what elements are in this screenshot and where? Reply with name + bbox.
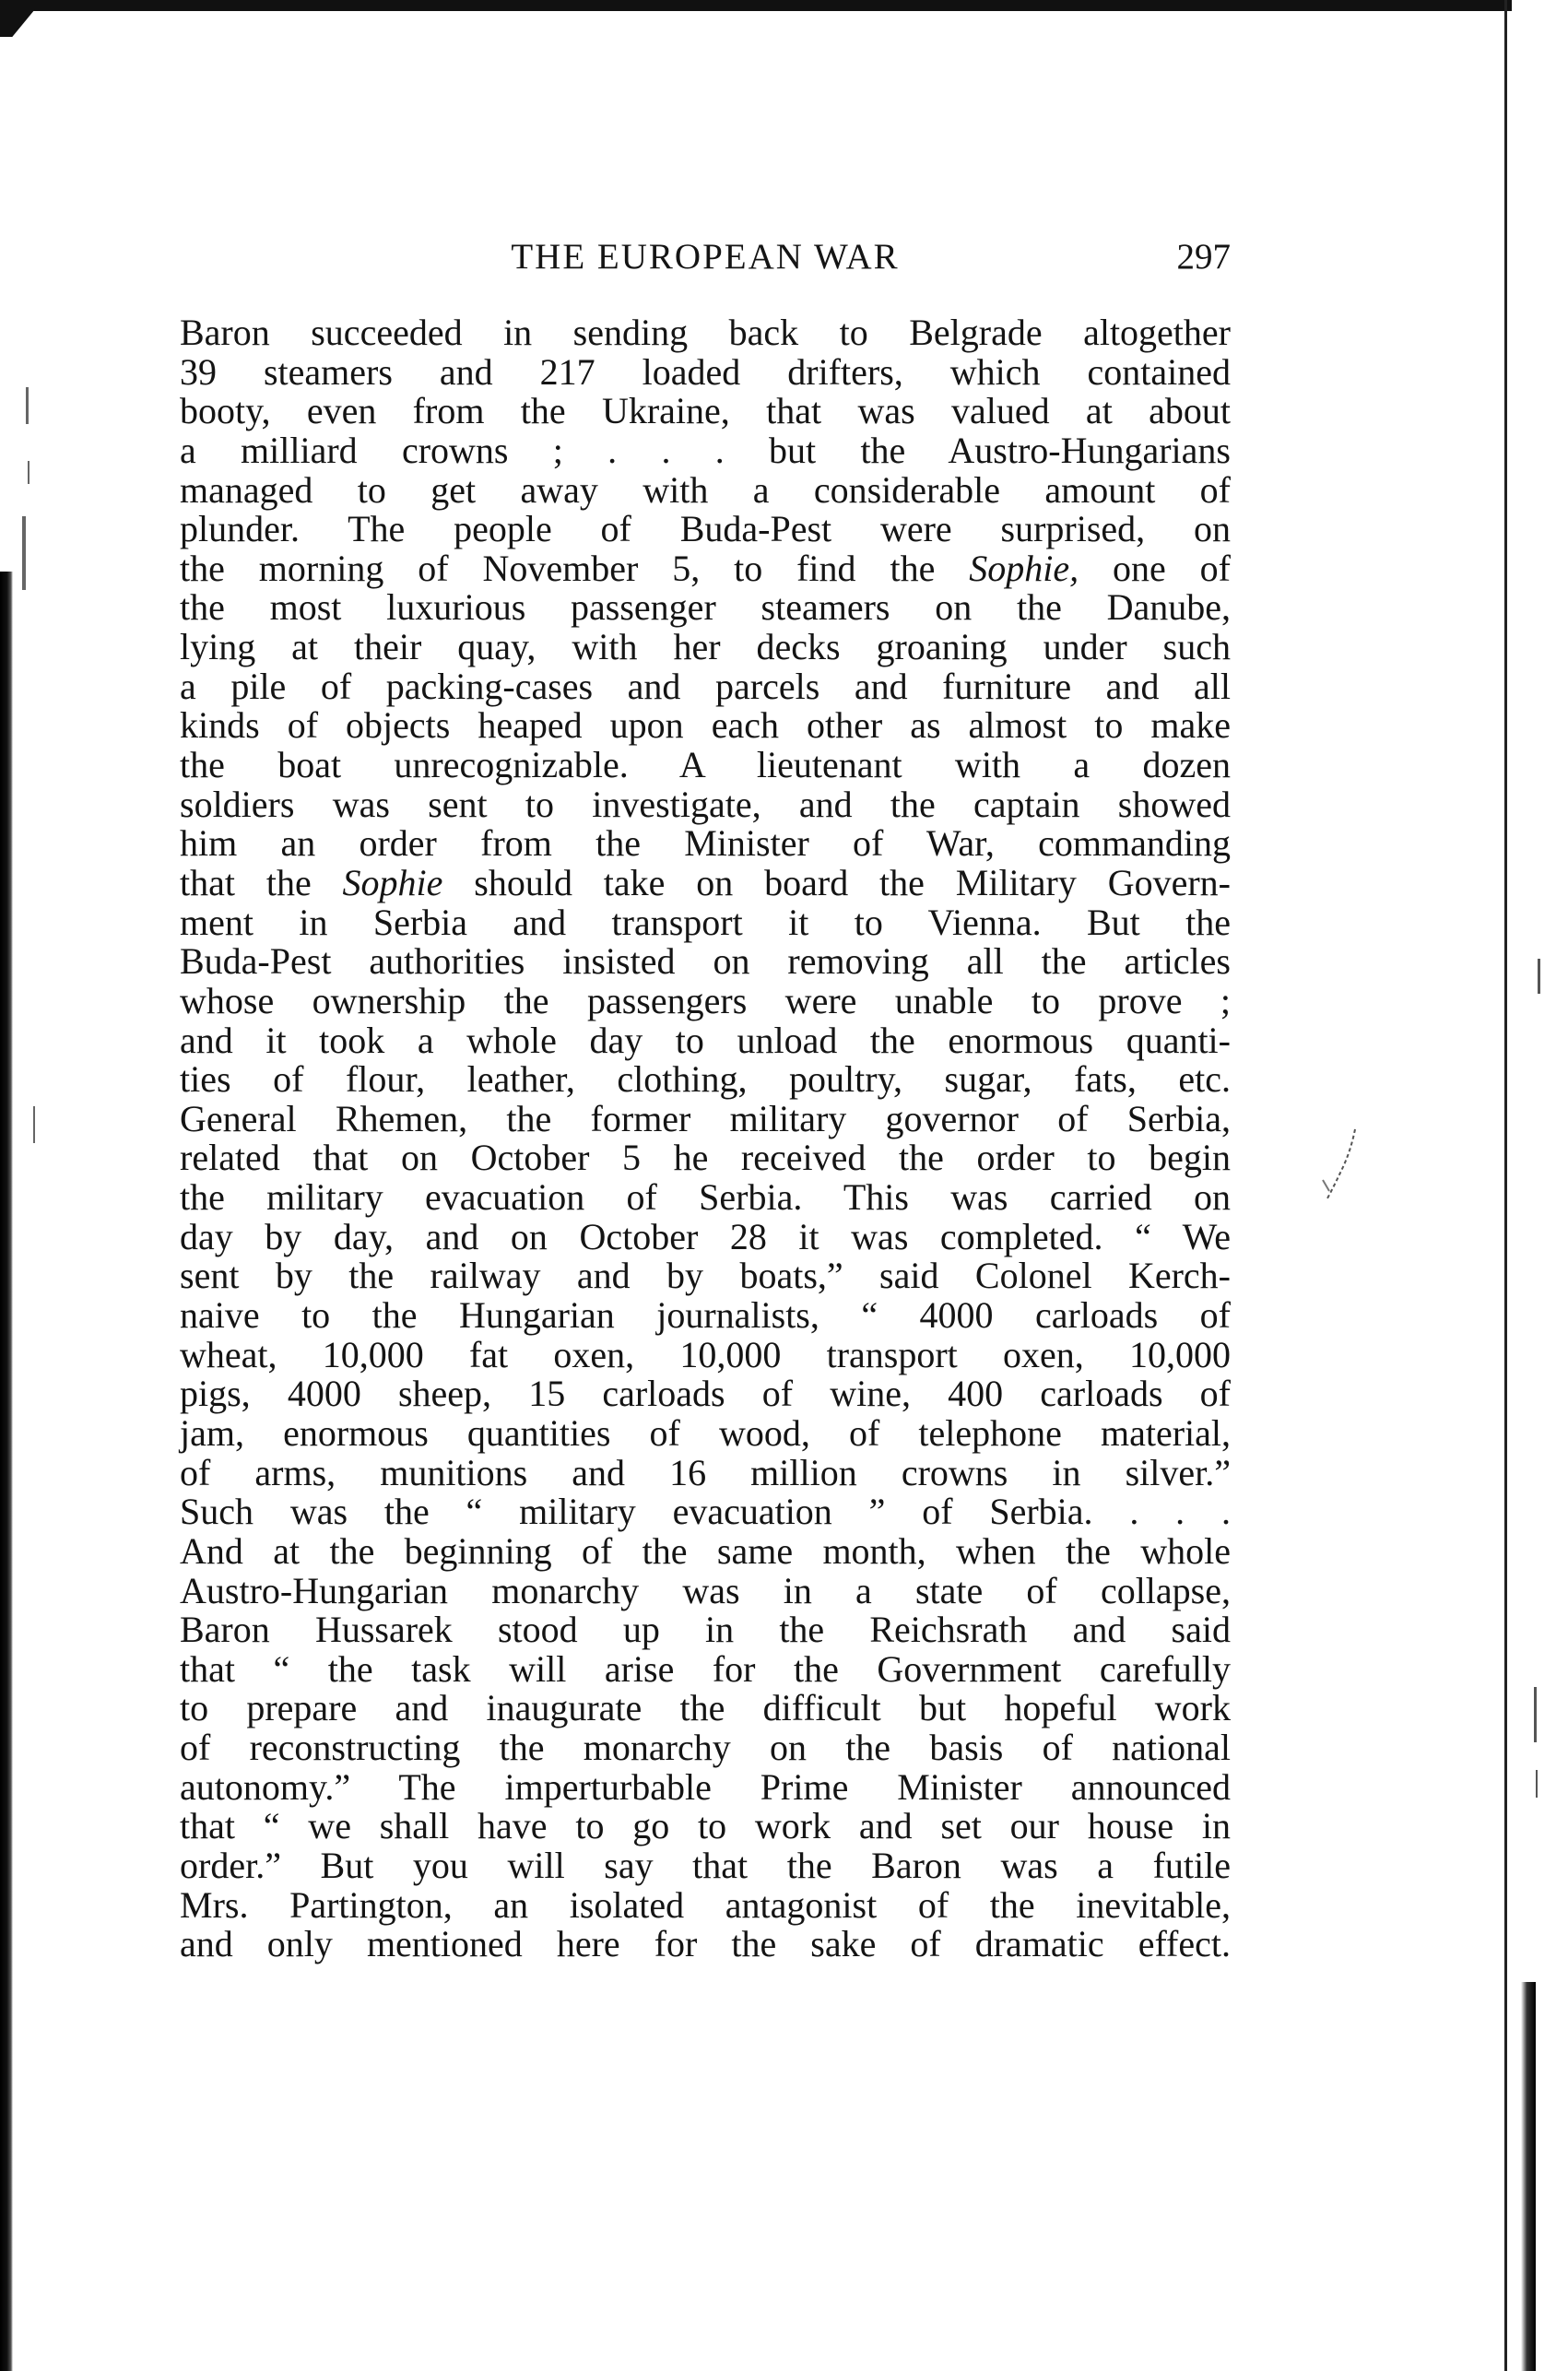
left-margin-speck — [26, 387, 29, 424]
text-line: whose ownership the passengers were unable to prove ; — [180, 979, 1231, 1021]
page-right-shadow — [1521, 1982, 1536, 2371]
text-line: of reconstructing the monarchy on the basis of national — [180, 1727, 1231, 1769]
text-line: And at the beginning of the same month, when the whole — [180, 1529, 1231, 1572]
page-right-border — [1504, 0, 1507, 2371]
text-line: ties of flour, leather, clothing, poultry, sugar, fats, etc. — [180, 1058, 1231, 1101]
text-line — [180, 861, 1231, 903]
text-line: a pile of packing-cases and parcels and furniture and all — [180, 665, 1231, 707]
left-margin-speck — [22, 516, 26, 590]
text-line: related that on October 5 he received the order to begin — [180, 1137, 1231, 1179]
text-line: 39 steamers and 217 loaded drifters, which contained — [180, 350, 1231, 393]
text-line: managed to get away with a considerable amount of — [180, 468, 1231, 511]
right-margin-tick — [1536, 1770, 1538, 1798]
text-line: pigs, 4000 sheep, 15 carloads of wine, 400 carloads of — [180, 1373, 1231, 1415]
right-margin-tick — [1538, 959, 1540, 994]
text-line: and it took a whole day to unload the enormous quanti- — [180, 1019, 1231, 1061]
text-line: lying at their quay, with her decks groaning under such — [180, 626, 1231, 668]
text-line: plunder. The people of Buda-Pest were surprised, on — [180, 508, 1231, 550]
text-line: that “ we shall have to go to work and set our house in — [180, 1805, 1231, 1847]
text-segment: that the — [180, 861, 343, 903]
text-line: the military evacuation of Serbia. This was carried on — [180, 1176, 1231, 1219]
text-segment: one of — [1079, 547, 1231, 589]
text-line: General Rhemen, the former military governor of Serbia, — [180, 1097, 1231, 1139]
text-segment: the morning of November 5, to find the — [180, 547, 970, 589]
text-line: booty, even from the Ukraine, that was valued at about — [180, 390, 1231, 432]
text-line: order.” But you will say that the Baron was a futile — [180, 1844, 1231, 1886]
text-line: him an order from the Minister of War, commanding — [180, 822, 1231, 865]
text-line: Such was the “ military evacuation ” of Serbia. . . . — [180, 1491, 1231, 1533]
page-top-corner — [0, 9, 35, 37]
text-line: the most luxurious passenger steamers on the Danube, — [180, 586, 1231, 629]
text-line: autonomy.” The imperturbable Prime Minister announced — [180, 1765, 1231, 1808]
page-top-border — [0, 0, 1512, 11]
text-line: to prepare and inaugurate the difficult but hopeful work — [180, 1687, 1231, 1729]
text-line: ment in Serbia and transport it to Vienna. But the — [180, 901, 1231, 943]
text-line: wheat, 10,000 fat oxen, 10,000 transport oxen, 10,000 — [180, 1333, 1231, 1375]
text-line: day by day, and on October 28 it was completed. “ We — [180, 1215, 1231, 1257]
text-line: soldiers was sent to investigate, and the captain showed — [180, 783, 1231, 825]
pencil-mark-icon — [1318, 1125, 1383, 1208]
text-line: jam, enormous quantities of wood, of telephone material, — [180, 1411, 1231, 1454]
text-line: that “ the task will arise for the Government carefully — [180, 1647, 1231, 1690]
page-number: 297 — [1176, 237, 1231, 277]
text-line: of arms, munitions and 16 million crowns in silver.” — [180, 1451, 1231, 1493]
running-header — [180, 236, 1231, 291]
text-line: Mrs. Partington, an isolated antagonist of the inevitable, — [180, 1883, 1231, 1926]
left-margin-speck — [28, 461, 29, 484]
text-line: Buda-Pest authorities insisted on removing all the articles — [180, 940, 1231, 983]
right-margin-tick — [1534, 1687, 1537, 1742]
ship-name: Sophie, — [969, 547, 1079, 589]
text-line: the boat unrecognizable. A lieutenant with a dozen — [180, 744, 1231, 786]
text-line — [180, 549, 1231, 589]
text-segment: should take on board the Military Govern- — [442, 861, 1231, 903]
text-line: naive to the Hungarian journalists, “ 4000 carloads of — [180, 1294, 1231, 1337]
text-line: a milliard crowns ; . . . but the Austro-Hungarians — [180, 429, 1231, 471]
left-margin-speck — [33, 1106, 35, 1143]
text-line: sent by the railway and by boats,” said Colonel Kerch- — [180, 1255, 1231, 1297]
page-left-shadow — [0, 572, 13, 2371]
running-title: THE EUROPEAN WAR — [511, 237, 900, 277]
text-line: Baron Hussarek stood up in the Reichsrath and said — [180, 1609, 1231, 1651]
ship-name: Sophie — [342, 861, 443, 903]
text-line: and only mentioned here for the sake of dramatic effect. — [180, 1923, 1231, 1965]
text-line: Austro-Hungarian monarchy was in a state of collapse, — [180, 1569, 1231, 1611]
body-paragraph — [180, 313, 1231, 1964]
text-line: Baron succeeded in sending back to Belgrade altogether — [180, 312, 1231, 353]
text-line: kinds of objects heaped upon each other as almost to make — [180, 704, 1231, 747]
